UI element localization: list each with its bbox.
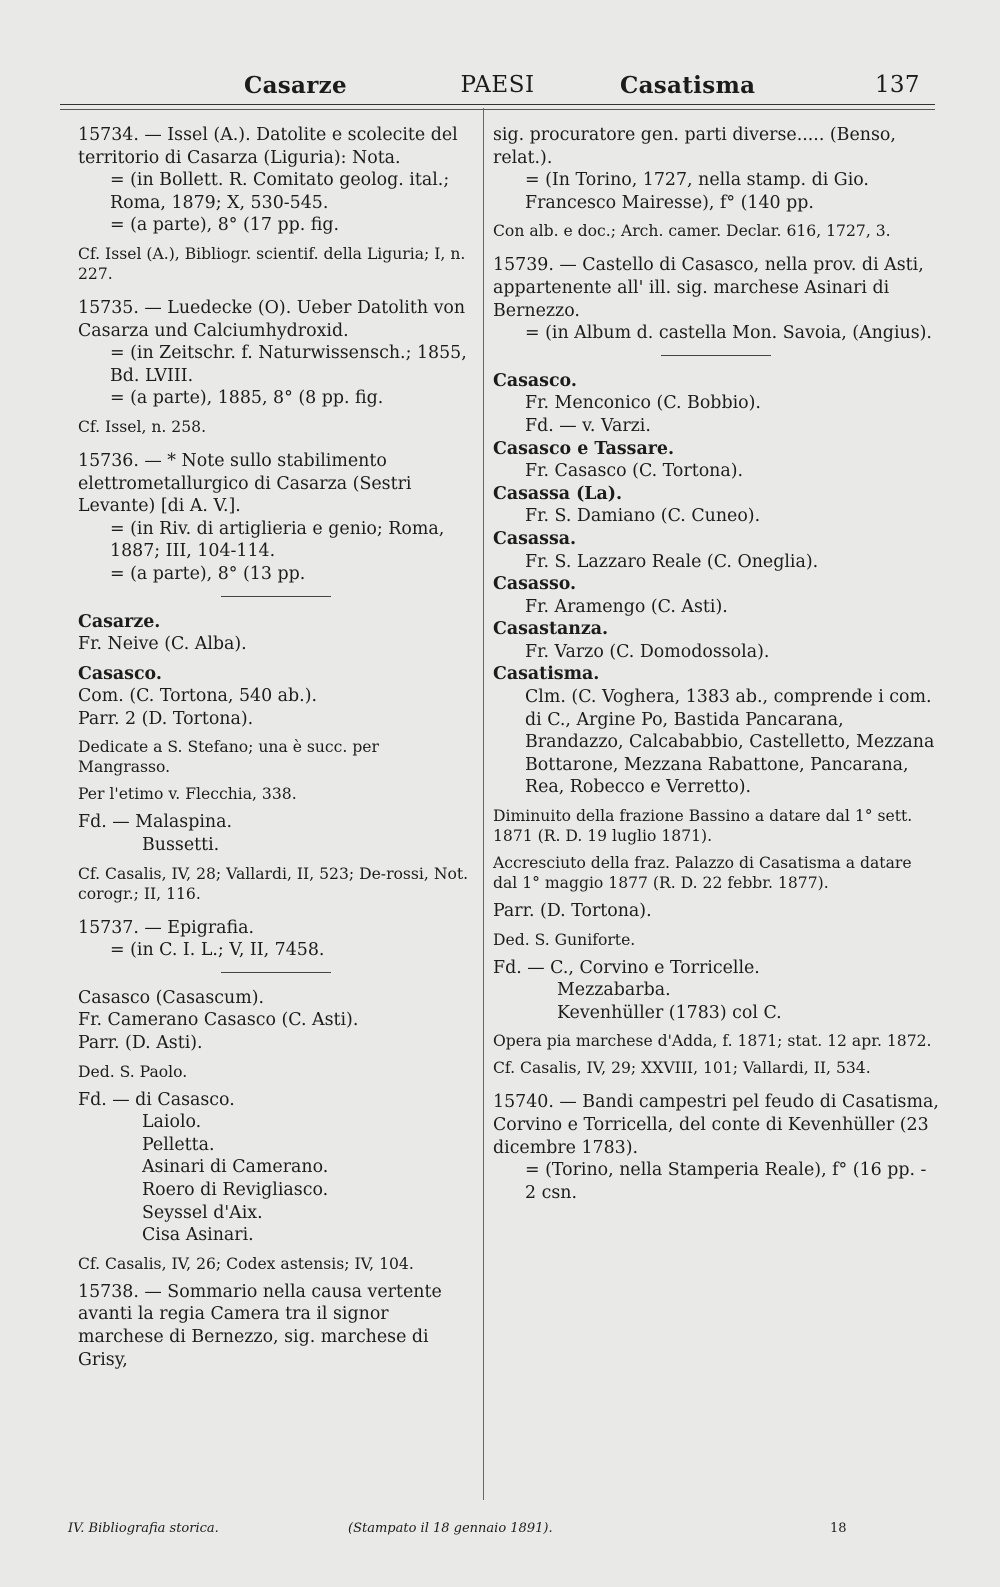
place-casasco-asti: Casasco (Casascum). [78, 987, 265, 1008]
place-casatisma-note-2: Accresciuto della fraz. Palazzo di Casatisma a datare dal 1° maggio 1877 (R. D. 22 febbr. 1877). [493, 854, 912, 893]
place-casarze-fr: Fr. Neive (C. Alba). [78, 634, 247, 655]
footer-center: (Stampato il 18 gennaio 1891). [348, 1521, 553, 1536]
footer-right: 18 [830, 1521, 847, 1536]
entry-15740: 15740. — Bandi campestri pel feudo di Casatisma, Corvino e Torricella, del conte di Kevenhüller (23 dicembre 1783). [493, 1092, 939, 1158]
place-casasco-asti-ded: Ded. S. Paolo. [78, 1062, 188, 1081]
entry-15736-pub: = (in Riv. di artiglieria e genio; Roma, 1887; III, 104-114. [110, 518, 445, 562]
entry-15737: 15737. — Epigrafia. [78, 917, 255, 938]
entry-15738-cont: sig. procuratore gen. parti diverse..... (Benso, relat.). [493, 125, 896, 168]
entry-15734-offprint: = (a parte), 8° (17 pp. fig. [110, 215, 340, 236]
place-casasco-cf: Cf. Casalis, IV, 28; Vallardi, II, 523; De-rossi, Not. corogr.; II, 116. [78, 864, 469, 903]
entry-15737-pub: = (in C. I. L.; V, II, 7458. [110, 940, 325, 961]
header-center: PAESI [460, 72, 535, 98]
entry-15739-pub: = (in Album d. castella Mon. Savoia, (Angius). [525, 323, 932, 344]
place-casarze: Casarze. [78, 611, 161, 632]
place-title: Casasso. [493, 574, 577, 595]
place-casatisma-clm: Clm. (C. Voghera, 1383 ab., comprende i com. di C., Argine Po, Bastida Pancarana, Brandazzo, Calcababbio, Castelletto, Mezzana Bottarone, Mezzana Rabattone, Pancarana, Rea, Robecco e Verretto). [525, 687, 935, 798]
entry-15736: 15736. — * Note sullo stabilimento elettrometallurgico di Casarza (Sestri Levante) [di A. V.]. [78, 450, 412, 517]
fd-line: Roero di Revigliasco. [142, 1180, 329, 1200]
right-column [493, 124, 939, 1204]
place-title: Casassa (La). [493, 483, 623, 504]
header-rule [60, 104, 935, 105]
place-casasco-asti-parr: Parr. (D. Asti). [78, 1033, 203, 1054]
entry-15738-pub: = (In Torino, 1727, nella stamp. di Gio. Francesco Mairesse), f° (140 pp. [525, 170, 869, 213]
place-line: Fr. Casasco (C. Tortona). [525, 461, 744, 482]
fd-line: Asinari di Camerano. [142, 1157, 329, 1178]
fd-line: Laiolo. [142, 1112, 202, 1133]
entry-15735-note: Cf. Issel, n. 258. [78, 417, 207, 436]
fd-line: Fd. — C., Corvino e Torricelle. [493, 957, 760, 978]
fd-line: Seyssel d'Aix. [142, 1202, 263, 1223]
running-header [60, 66, 935, 106]
place-casatisma: Casatisma. [493, 664, 600, 685]
entry-15740-pub: = (Torino, nella Stamperia Reale), f° (16 pp. - 2 csn. [525, 1160, 927, 1203]
place-casasco-fd-2: Bussetti. [142, 835, 220, 856]
place-casatisma-ded: Ded. S. Guniforte. [493, 930, 636, 949]
fd-line: Fd. — di Casasco. [78, 1089, 235, 1110]
section-separator-3 [661, 355, 771, 356]
place-casatisma-parr: Parr. (D. Tortona). [493, 901, 652, 922]
place-title: Casassa. [493, 528, 577, 549]
place-casasco-com: Com. (C. Tortona, 540 ab.). [78, 686, 318, 707]
section-separator [221, 596, 331, 597]
place-casasco-ded: Dedicate a S. Stefano; una è succ. per Mangrasso. [78, 738, 379, 777]
left-column [78, 124, 474, 1371]
entry-15734: 15734. — Issel (A.). Datolite e scolecite del territorio di Casarza (Liguria): Nota. [78, 125, 458, 168]
fd-line: Kevenhüller (1783) col C. [557, 1002, 782, 1023]
place-casasco-parr: Parr. 2 (D. Tortona). [78, 708, 254, 729]
place-casatisma-cf: Cf. Casalis, IV, 29; XXVIII, 101; Vallardi, II, 534. [493, 1059, 871, 1078]
entry-15738: 15738. — Sommario nella causa vertente avanti la regia Camera tra il signor marchese di Bernezzo, sig. marchese di Grisy, [78, 1281, 442, 1370]
place-line: Fr. Aramengo (C. Asti). [525, 596, 728, 617]
place-title: Casastanza. [493, 619, 609, 640]
place-line: Fr. S. Damiano (C. Cuneo). [525, 506, 761, 527]
fd-line: Pelletta. [142, 1134, 215, 1155]
place-casatisma-note-1: Diminuito della frazione Bassino a datare dal 1° sett. 1871 (R. D. 19 luglio 1871). [493, 807, 913, 846]
place-line: Fr. Menconico (C. Bobbio). [525, 393, 761, 414]
entry-15735-offprint: = (a parte), 1885, 8° (8 pp. fig. [110, 388, 384, 409]
entry-15734-note: Cf. Issel (A.), Bibliogr. scientif. della Liguria; I, n. 227. [78, 244, 466, 283]
header-left: Casarze [244, 72, 347, 99]
place-title: Casasco. [493, 370, 577, 391]
place-title: Casasco e Tassare. [493, 438, 674, 459]
column-divider [483, 108, 484, 1500]
fd-line: Cisa Asinari. [142, 1225, 254, 1246]
header-rule-2 [60, 109, 935, 110]
place-line: Fr. Varzo (C. Domodossola). [525, 641, 770, 662]
place-list [493, 370, 939, 664]
page-number: 137 [875, 72, 920, 98]
place-casasco-etimo: Per l'etimo v. Flecchia, 338. [78, 785, 297, 804]
entry-15739: 15739. — Castello di Casasco, nella prov. di Asti, appartenente all' ill. sig. marchese Asinari di Bernezzo. [493, 255, 924, 321]
entry-15735: 15735. — Luedecke (O). Ueber Datolith von Casarza und Calciumhydroxid. [78, 297, 466, 341]
header-right: Casatisma [620, 72, 756, 99]
place-line: Fr. S. Lazzaro Reale (C. Oneglia). [525, 551, 819, 572]
entry-15735-pub: = (in Zeitschr. f. Naturwissensch.; 1855, Bd. LVIII. [110, 343, 467, 386]
place-casasco-fd: Fd. — Malaspina. [78, 812, 232, 833]
place-casasco-asti-cf: Cf. Casalis, IV, 26; Codex astensis; IV, 104. [78, 1254, 414, 1273]
place-casasco: Casasco. [78, 663, 162, 684]
entry-15738-note: Con alb. e doc.; Arch. camer. Declar. 616, 1727, 3. [493, 222, 891, 241]
place-line: Fd. — v. Varzi. [525, 415, 651, 436]
place-casatisma-opera: Opera pia marchese d'Adda, f. 1871; stat. 12 apr. 1872. [493, 1032, 932, 1051]
footer-left: IV. Bibliografia storica. [68, 1521, 219, 1536]
entry-15736-offprint: = (a parte), 8° (13 pp. [110, 563, 306, 584]
section-separator-2 [221, 972, 331, 973]
fd-line: Mezzabarba. [557, 980, 671, 1001]
entry-15734-pub: = (in Bollett. R. Comitato geolog. ital.; Roma, 1879; X, 530-545. [110, 170, 450, 213]
place-casasco-asti-fr: Fr. Camerano Casasco (C. Asti). [78, 1010, 359, 1031]
